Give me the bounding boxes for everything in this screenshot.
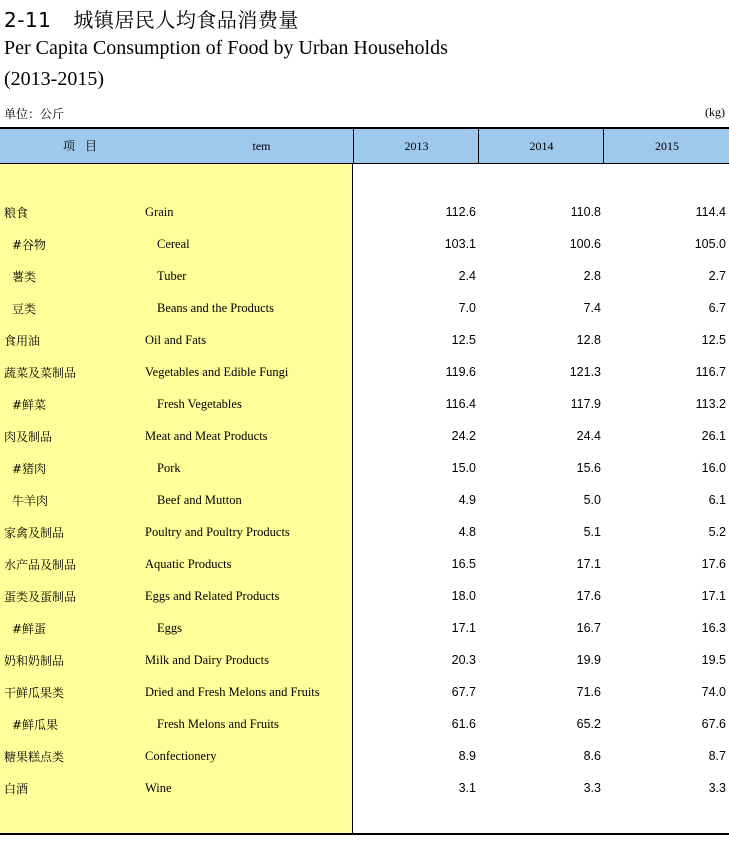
row-value-2014: 110.8 bbox=[570, 205, 601, 219]
row-value-2014: 3.3 bbox=[583, 781, 601, 795]
row-value-2015: 17.1 bbox=[701, 589, 726, 603]
row-label-cn: #鲜瓜果 bbox=[12, 718, 59, 732]
row-value-2014: 65.2 bbox=[576, 717, 601, 731]
table-row bbox=[0, 452, 729, 484]
table-row bbox=[0, 772, 729, 804]
row-label-cn: 蛋类及蛋制品 bbox=[4, 590, 77, 604]
row-value-2015: 67.6 bbox=[701, 717, 726, 731]
row-value-2015: 8.7 bbox=[708, 749, 726, 763]
row-value-2014: 8.6 bbox=[583, 749, 601, 763]
table-years: (2013-2015) bbox=[4, 68, 104, 90]
row-label-en: Confectionery bbox=[145, 749, 217, 763]
table-row bbox=[0, 260, 729, 292]
unit-label-en: (kg) bbox=[705, 105, 725, 119]
row-label-cn: 糖果糕点类 bbox=[4, 750, 65, 764]
row-label-en: Cereal bbox=[157, 237, 190, 251]
row-value-2013: 61.6 bbox=[451, 717, 476, 731]
table-row bbox=[0, 388, 729, 420]
table-title-en: Per Capita Consumption of Food by Urban Households bbox=[4, 37, 448, 59]
row-value-2014: 12.8 bbox=[576, 333, 601, 347]
row-value-2015: 105.0 bbox=[694, 237, 726, 251]
header-tem: tem bbox=[252, 139, 271, 153]
row-value-2015: 16.3 bbox=[701, 621, 726, 635]
row-value-2013: 18.0 bbox=[451, 589, 476, 603]
row-value-2014: 2.8 bbox=[583, 269, 601, 283]
row-label-en: Aquatic Products bbox=[145, 557, 232, 571]
row-value-2014: 15.6 bbox=[576, 461, 601, 475]
row-value-2014: 24.4 bbox=[576, 429, 601, 443]
row-value-2013: 119.6 bbox=[445, 365, 476, 379]
row-value-2013: 12.5 bbox=[451, 333, 476, 347]
row-value-2013: 7.0 bbox=[458, 301, 476, 315]
row-value-2015: 17.6 bbox=[701, 557, 726, 571]
table-row bbox=[0, 292, 729, 324]
row-value-2013: 17.1 bbox=[451, 621, 476, 635]
table-row bbox=[0, 420, 729, 452]
row-value-2014: 7.4 bbox=[583, 301, 601, 315]
row-label-cn: 水产品及制品 bbox=[4, 558, 77, 572]
unit-label-cn: 单位：公斤 bbox=[4, 107, 65, 121]
row-label-en: Dried and Fresh Melons and Fruits bbox=[145, 685, 320, 699]
row-label-cn: 蔬菜及菜制品 bbox=[4, 366, 77, 380]
row-value-2013: 2.4 bbox=[458, 269, 476, 283]
row-label-cn: 干鲜瓜果类 bbox=[4, 686, 65, 700]
row-value-2013: 112.6 bbox=[445, 205, 476, 219]
row-value-2013: 67.7 bbox=[451, 685, 476, 699]
row-value-2014: 117.9 bbox=[570, 397, 601, 411]
row-value-2013: 103.1 bbox=[444, 237, 476, 251]
row-value-2015: 114.4 bbox=[695, 205, 726, 219]
row-label-cn: 家禽及制品 bbox=[4, 526, 65, 540]
row-value-2013: 3.1 bbox=[458, 781, 476, 795]
row-value-2013: 24.2 bbox=[451, 429, 476, 443]
row-value-2014: 19.9 bbox=[576, 653, 601, 667]
header-year-2015: 2015 bbox=[603, 129, 729, 163]
row-label-cn: #谷物 bbox=[12, 238, 47, 252]
row-label-cn: 食用油 bbox=[4, 334, 41, 348]
row-value-2015: 19.5 bbox=[701, 653, 726, 667]
table-header bbox=[0, 129, 729, 164]
row-label-en: Milk and Dairy Products bbox=[145, 653, 269, 667]
table-number: 2-11 bbox=[4, 8, 52, 32]
row-label-en: Poultry and Poultry Products bbox=[145, 525, 290, 539]
row-label-cn: #鲜菜 bbox=[12, 398, 47, 412]
data-table bbox=[0, 127, 729, 836]
table-bottom-rule bbox=[0, 833, 729, 835]
table-row bbox=[0, 740, 729, 772]
row-label-en: Beef and Mutton bbox=[157, 493, 242, 507]
row-value-2015: 116.7 bbox=[695, 365, 726, 379]
row-value-2015: 5.2 bbox=[708, 525, 726, 539]
row-label-cn: 肉及制品 bbox=[4, 430, 53, 444]
header-year-2014: 2014 bbox=[478, 129, 604, 163]
row-label-cn: 粮食 bbox=[4, 206, 29, 220]
table-row bbox=[0, 196, 729, 228]
row-value-2015: 3.3 bbox=[708, 781, 726, 795]
table-row bbox=[0, 708, 729, 740]
header-item: 项目 bbox=[62, 139, 107, 153]
row-value-2013: 4.8 bbox=[458, 525, 476, 539]
row-value-2015: 74.0 bbox=[701, 685, 726, 699]
row-label-en: Oil and Fats bbox=[145, 333, 207, 347]
table-row bbox=[0, 612, 729, 644]
row-value-2013: 15.0 bbox=[451, 461, 476, 475]
table-row bbox=[0, 484, 729, 516]
row-value-2014: 71.6 bbox=[576, 685, 601, 699]
table-title-cn-text: 城镇居民人均食品消费量 bbox=[73, 8, 299, 32]
row-value-2013: 4.9 bbox=[458, 493, 476, 507]
row-value-2015: 6.7 bbox=[708, 301, 726, 315]
row-value-2014: 17.6 bbox=[576, 589, 601, 603]
row-label-en: Eggs and Related Products bbox=[145, 589, 280, 603]
table-row bbox=[0, 644, 729, 676]
row-value-2015: 12.5 bbox=[701, 333, 726, 347]
table-row bbox=[0, 356, 729, 388]
row-value-2014: 5.1 bbox=[583, 525, 601, 539]
table-row bbox=[0, 228, 729, 260]
row-value-2014: 17.1 bbox=[576, 557, 601, 571]
row-value-2014: 5.0 bbox=[583, 493, 601, 507]
row-value-2014: 100.6 bbox=[569, 237, 601, 251]
row-value-2013: 20.3 bbox=[451, 653, 476, 667]
row-value-2013: 8.9 bbox=[458, 749, 476, 763]
row-label-en: Beans and the Products bbox=[157, 301, 274, 315]
table-row bbox=[0, 548, 729, 580]
row-label-cn: 奶和奶制品 bbox=[4, 654, 65, 668]
row-value-2013: 16.5 bbox=[451, 557, 476, 571]
row-label-cn: 豆类 bbox=[12, 302, 37, 316]
row-label-cn: #鲜蛋 bbox=[12, 622, 47, 636]
row-value-2015: 6.1 bbox=[708, 493, 726, 507]
row-value-2015: 113.2 bbox=[695, 397, 726, 411]
row-value-2014: 121.3 bbox=[569, 365, 601, 379]
row-label-en: Wine bbox=[145, 781, 172, 795]
table-row bbox=[0, 676, 729, 708]
row-value-2013: 116.4 bbox=[445, 397, 476, 411]
row-label-en: Meat and Meat Products bbox=[145, 429, 268, 443]
row-label-en: Pork bbox=[157, 461, 181, 475]
row-value-2015: 16.0 bbox=[701, 461, 726, 475]
row-value-2014: 16.7 bbox=[576, 621, 601, 635]
row-label-en: Tuber bbox=[157, 269, 187, 283]
table-row bbox=[0, 580, 729, 612]
table-row bbox=[0, 516, 729, 548]
row-label-cn: 白酒 bbox=[4, 782, 29, 796]
row-label-en: Fresh Vegetables bbox=[157, 397, 242, 411]
row-value-2015: 26.1 bbox=[701, 429, 726, 443]
row-label-cn: 牛羊肉 bbox=[12, 494, 49, 508]
row-value-2015: 2.7 bbox=[708, 269, 726, 283]
row-label-cn: 薯类 bbox=[12, 270, 37, 284]
row-label-en: Fresh Melons and Fruits bbox=[157, 717, 279, 731]
table-row bbox=[0, 324, 729, 356]
row-label-en: Vegetables and Edible Fungi bbox=[145, 365, 289, 379]
row-label-cn: #猪肉 bbox=[12, 462, 47, 476]
row-label-en: Grain bbox=[145, 205, 174, 219]
header-year-2013: 2013 bbox=[353, 129, 479, 163]
row-label-en: Eggs bbox=[157, 621, 182, 635]
table-title-cn bbox=[4, 4, 299, 33]
